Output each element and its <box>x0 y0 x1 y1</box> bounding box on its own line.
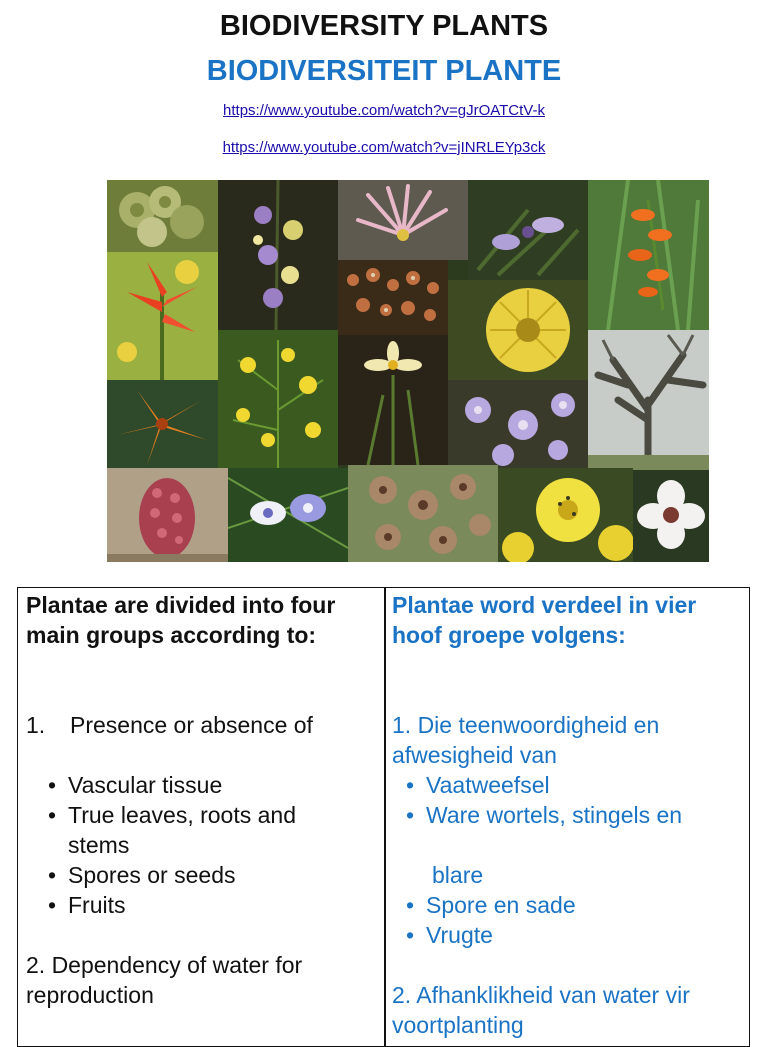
afrikaans-heading: Plantae word verdeel in vier hoof groepe volgens: <box>392 592 697 648</box>
plant-photo-collage <box>107 180 709 562</box>
youtube-link-1[interactable]: https://www.youtube.com/watch?v=gJrOATCtV-k <box>223 102 545 119</box>
afrikaans-bullet-vrugte: • Vrugte <box>426 920 736 950</box>
orange-star-flower-image <box>107 380 218 468</box>
english-item2: 2. Dependency of water for reproduction <box>26 952 303 1008</box>
english-heading: Plantae are divided into four main groups according to: <box>26 592 336 648</box>
white-flower-image <box>633 470 709 562</box>
yellow-wildflower-image <box>338 335 448 465</box>
afrikaans-column <box>392 590 744 1038</box>
old-tree-image <box>588 330 709 470</box>
brown-bell-flowers-image <box>348 465 498 562</box>
youtube-link-2[interactable]: https://www.youtube.com/watch?v=jINRLEYp3ck <box>222 139 546 156</box>
afrikaans-item2: 2. Afhanklikheid van water vir voortplanting <box>392 982 690 1038</box>
english-bullet-leaves: • True leaves, roots and stems <box>68 800 358 860</box>
orange-watsonia-image <box>588 180 709 330</box>
blue-white-flowers-image <box>228 468 348 562</box>
title-afrikaans: BIODIVERSITEIT PLANTE <box>206 55 562 87</box>
yellow-shrub-image <box>218 330 338 468</box>
afrikaans-item1: 1. Die teenwoordigheid en afwesigheid van <box>392 712 660 768</box>
lilac-flowers-image <box>448 380 588 468</box>
english-bullet-vascular: • Vascular tissue <box>68 770 368 800</box>
afrikaans-bullet-spore: • Spore en sade <box>426 890 736 920</box>
yellow-protea-image <box>448 280 588 380</box>
yellow-daisy-image <box>498 468 633 562</box>
succulent-plant-image <box>107 180 218 252</box>
purple-iris-image <box>468 180 588 280</box>
pink-spider-flower-image <box>338 180 468 260</box>
bilingual-table <box>17 587 750 1047</box>
english-item1-text: Presence or absence of <box>70 712 313 738</box>
afrikaans-bullet-wortels: • Ware wortels, stingels en <box>426 800 746 830</box>
english-column <box>26 590 378 1008</box>
afrikaans-bullet-wortels-continued: blare <box>432 862 484 888</box>
title-english: BIODIVERSITY PLANTS <box>219 10 549 42</box>
english-bullet-fruits: • Fruits <box>68 890 368 920</box>
afrikaans-bullet-vaatweefsel: • Vaatweefsel <box>426 770 736 800</box>
english-item1-number: 1. <box>26 712 46 738</box>
red-cone-plant-image <box>107 468 228 562</box>
english-bullet-spores: • Spores or seeds <box>68 860 368 890</box>
brown-seed-heads-image <box>338 260 448 335</box>
red-lily-image <box>107 252 218 380</box>
column-divider <box>384 588 386 1046</box>
purple-orchid-image <box>218 180 338 330</box>
